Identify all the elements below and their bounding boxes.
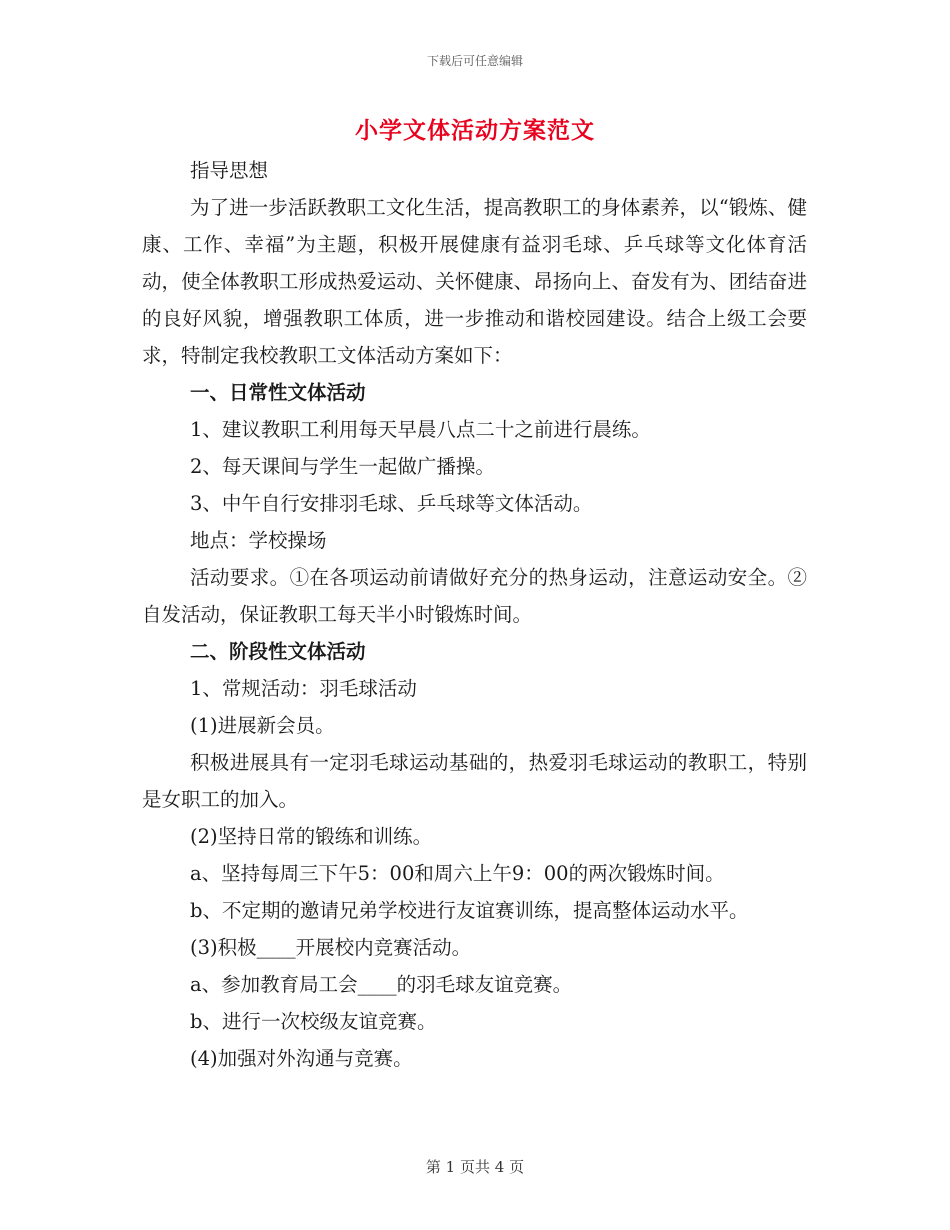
paragraph: 为了进一步活跃教职工文化生活，提高教职工的身体素养，以“锻炼、健康、工作、幸福”为主题，积极开展健康有益羽毛球、乒乓球等文化体育活动，使全体教职工形成热爱运动、关怀健康、昂扬向上、奋发有为、团结奋进的良好风貌，增强教职工体质，进一步推动和谐校园建设。结合上级工会要求，特制定我校教职工文体活动方案如下：	[142, 196, 807, 367]
paragraph: a、参加教育局工会____的羽毛球友谊竞赛。	[190, 973, 573, 996]
paragraph: 1、常规活动：羽毛球活动	[190, 677, 417, 700]
paragraph: 2、每天课间与学生一起做广播操。	[190, 455, 495, 478]
page-indicator: 第 1 页共 4 页	[425, 1158, 525, 1176]
paragraph: (4)加强对外沟通与竞赛。	[190, 1047, 413, 1070]
document-title: 小学文体活动方案范文	[355, 117, 595, 144]
paragraph: b、进行一次校级友谊竞赛。	[190, 1010, 437, 1033]
paragraph: (1)进展新会员。	[190, 714, 335, 737]
paragraph: a、坚持每周三下午5：00和周六上午9：00的两次锻炼时间。	[190, 862, 725, 885]
paragraph: b、不定期的邀请兄弟学校进行友谊赛训练，提高整体运动水平。	[190, 899, 749, 922]
paragraph: 积极进展具有一定羽毛球运动基础的，热爱羽毛球运动的教职工，特别是女职工的加入。	[142, 751, 807, 811]
paragraph: 指导思想	[190, 159, 269, 182]
document-body	[142, 152, 807, 1077]
paragraph: (2)坚持日常的锻练和训练。	[190, 825, 433, 848]
header-note: 下载后可任意编辑	[426, 54, 523, 68]
paragraph: 地点：学校操场	[190, 529, 327, 552]
paragraph: 1、建议教职工利用每天早晨八点二十之前进行晨练。	[190, 418, 651, 441]
paragraph: (3)积极____开展校内竞赛活动。	[190, 936, 472, 959]
section-heading: 一、日常性文体活动	[190, 381, 366, 404]
paragraph: 活动要求。①在各项运动前请做好充分的热身运动，注意运动安全。②自发活动，保证教职工每天半小时锻炼时间。	[142, 566, 807, 626]
section-heading: 二、阶段性文体活动	[190, 640, 366, 663]
paragraph: 3、中午自行安排羽毛球、乒乓球等文体活动。	[190, 492, 593, 515]
